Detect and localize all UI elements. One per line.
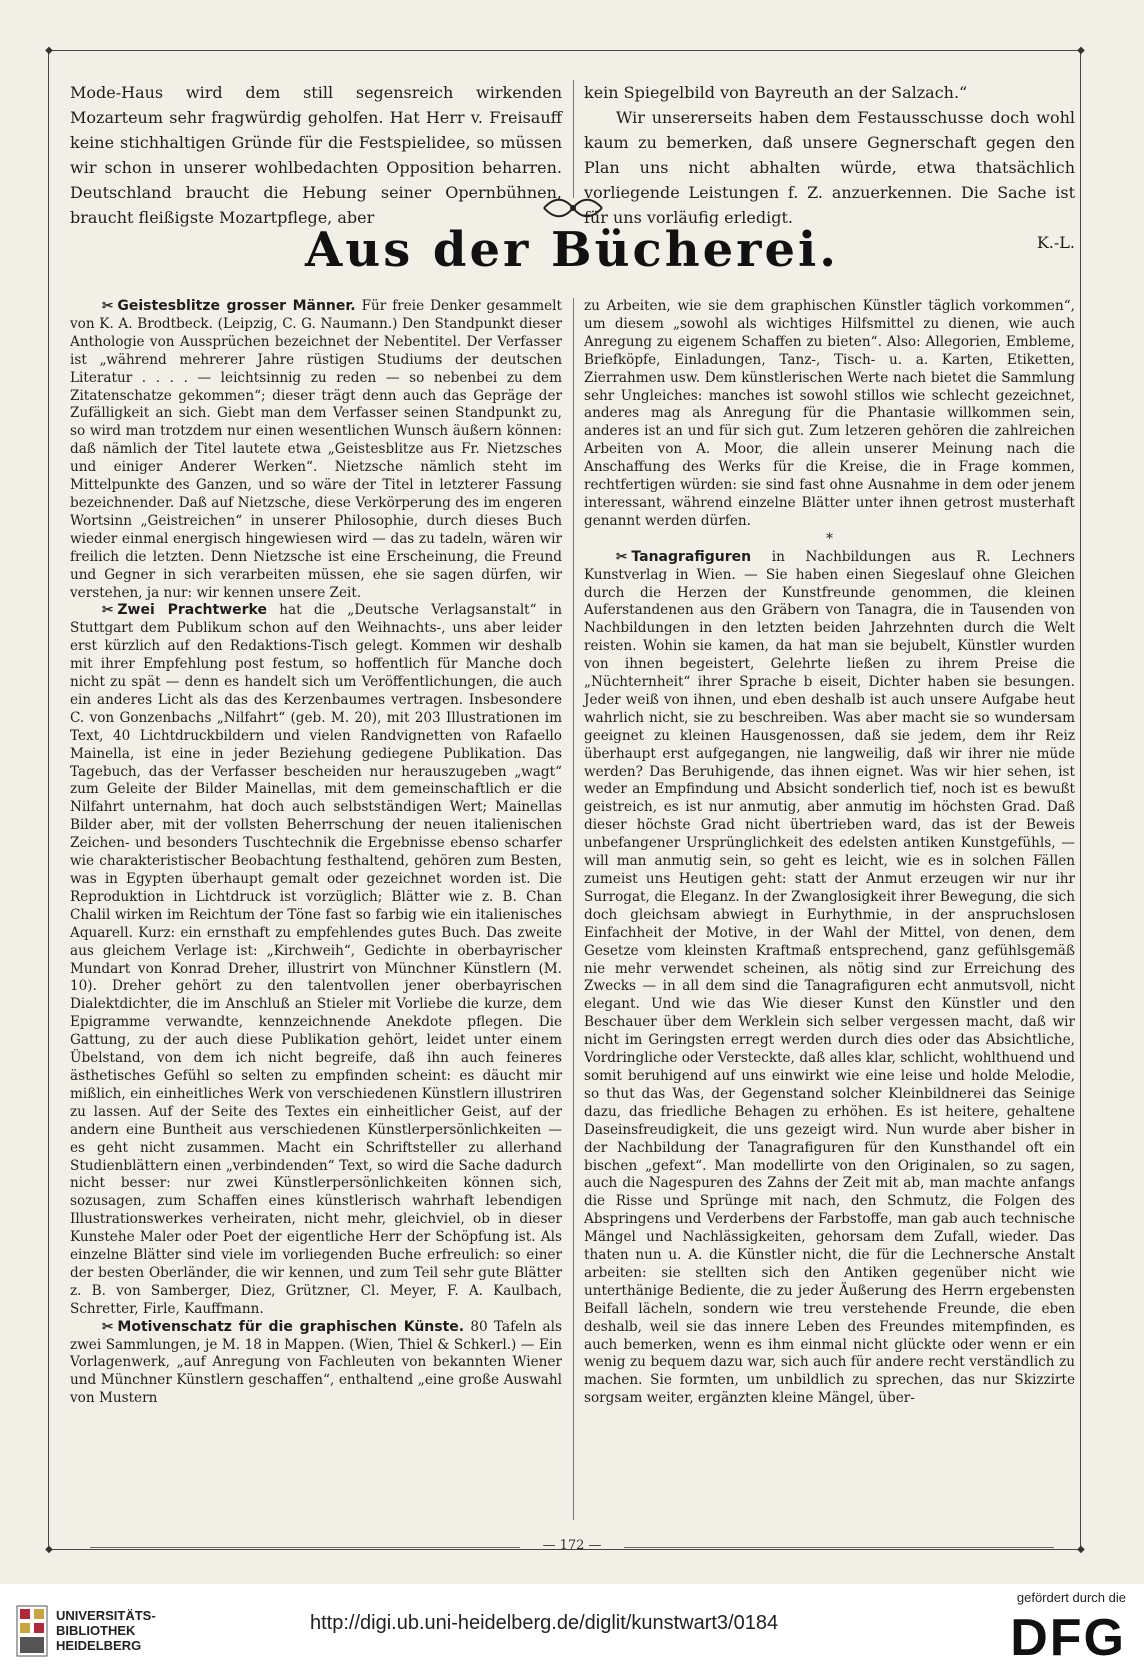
source-url[interactable]: http://digi.ub.uni-heidelberg.de/diglit/kunstwart3/0184: [310, 1612, 779, 1634]
folio-rule: [624, 1547, 1054, 1548]
entry-text: Für freie Denker gesammelt von K. A. Brodtbeck. (Leipzig, C. G. Naumann.) Den Standpunkt dieser Anthologie von Aussprüchen bezeichnet der Nebentitel. Der Verfasser ist „während mehrerer Jahre rüstigen Studiums der deutschen Literatur . . . . — leichtsinnig zu reden — so nebenbei zu dem Zitatenschatze gekommen“; dieser trägt denn auch das Gepräge der Zufälligkeit an sich. Giebt man dem Verfasser seinen Standpunkt zu, so wird man trotzdem nur einen wesentlichen Wunsch äußern können: daß nämlich der Titel lautete etwa „Geistesblitze aus Fr. Nietzsches und einiger Anderer Werken“. Nietzsche nämlich steht im Mittelpunkte des Ganzen, und so wäre der Titel in letzterer Fassung bezeichnender. Daß auf Nietzsche, diese Verkörperung des im engeren Wortsinn „Geistreichen“ in unserer Philosophie, durch dieses Buch wieder einmal energisch hingewiesen wird — das zu tadeln, wären wir freilich die letzten. Denn Nietzsche ist eine Erscheinung, die Freund und Gegner in sich verarbeiten müssen, ehe sie sagen dürfen, wir verstehen, ja nur: wir kennen unsere Zeit.: [70, 298, 562, 601]
paragraph: Mode-Haus wird dem still segensreich wirkenden Mozarteum sehr fragwürdig geholfen. Hat Herr v. Freisauff keine stichhaltigen Gründe für die Festspielidee, so müssen wir schon in unserer wohlbedachten Opposition beharren. Deutschland braucht die Hebung seiner Opernbühnen, braucht fleißigste Mozartpflege, aber: [70, 83, 562, 227]
university-seal-icon: [16, 1605, 48, 1657]
dfg-logo: DFG: [1010, 1609, 1126, 1667]
entry-title: Geistesblitze grosser Männer.: [117, 298, 356, 314]
review-entry: [70, 1319, 562, 1409]
review-entry: [70, 602, 562, 1318]
corner-ornament-icon: ◆: [1077, 1544, 1085, 1555]
column-divider: [573, 80, 574, 198]
entry-title: Motivenschatz für die graphischen Künste.: [117, 1318, 465, 1335]
review-entry: [70, 298, 562, 602]
corner-ornament-icon: ◆: [45, 1544, 53, 1555]
scroll-ornament-icon: [540, 195, 606, 221]
entry-title: Tanagrafiguren: [631, 548, 752, 565]
paragraph: kein Spiegelbild von Bayreuth an der Salzach.“: [584, 83, 968, 102]
university-line: HEIDELBERG: [56, 1638, 142, 1653]
entry-marker-icon: ✂: [102, 602, 114, 619]
funding-caption: gefördert durch die: [1016, 1590, 1126, 1605]
entry-text: 80 Tafeln als zwei Sammlungen, je M. 18 in Mappen. (Wien, Thiel & Schkerl.) — Ein Vorlagenwerk, „auf Anregung von Fachleuten von bekannten Wiener und Münchner Künstlern geschaffen“, enthaltend „eine große Auswahl von Mustern: [70, 1318, 562, 1407]
column-divider: [573, 298, 574, 1520]
entry-marker-icon: ✂: [102, 1318, 114, 1335]
entry-title: Zwei Prachtwerke: [117, 602, 267, 619]
university-name: [56, 1608, 156, 1653]
corner-ornament-icon: ◆: [1077, 45, 1085, 56]
entry-marker-icon: ✂: [616, 548, 628, 565]
corner-ornament-icon: ◆: [45, 45, 53, 56]
signature: K.-L.: [1036, 233, 1075, 252]
entry-marker-icon: ✂: [102, 298, 114, 314]
entry-text: in Nachbildungen aus R. Lechners Kunstverlag in Wien. — Sie haben einen Siegeslauf ohne Gleichen durch die Herzen der Kunstfreunde genommen, die kleinen Auferstandenen aus den Gräbern von Tanagra, die in Tausenden von Nachbildungen in den letzten beiden Jahrzehnten durch die Welt reisten. Wohin sie kamen, da hat man sie bejubelt, Künstler wurden von ihnen begeistert, Gelehrte ließen zu ihrem Preise die „Nüchternheit“ ihrer Sprache b eiseit, Dichter haben sie besungen. Jeder weiß von ihnen, und eben deshalb ist auch unsere Aufgabe heut wahrlich nicht, sie zu beschreiben. Was aber macht sie so wundersam geeignet zu kleinen Hausgenossen, daß sie jedem, dem ihr Reiz überhaupt erst aufgegangen, nie langweilig, daß wir ihrer nie müde werden? Das Beruhigende, das ihnen eignet. Was wir hier sehen, ist weder an Empfindung und Absicht sonderlich tief, noch ist es bewußt geistreich, es ist nur anmutig, aber anmutig im höchsten Grad. Daß dieser höchste Grad nicht übertrieben ward, das ist der Beweis unbefangener Ursprünglichkeit des edelsten antiken Kunstgefühls, — will man anmutig sein, so geht es leicht, wie es in solchen Fällen zumeist uns Heutigen geht: statt der Anmut erzeugen wir nur ihr Surrogat, die Eleganz. In der Zwanglosigkeit ihrer Bewegung, die sich doch gleichsam abwiegt in Eurhythmie, in der anspruchslosen Einfachheit der Motive, in der Wahl der Mittel, von denen, dem Gesetze vom kleinsten Kraftmaß entsprechend, ganz gefühlsgemäß nie mehr verwendet scheinen, als nötig sind zur Erreichung des Zwecks — in all dem sind die Tanagrafiguren echt anmutsvoll, nicht elegant. Und wie das Wie dieser Kunst den Künstler und den Beschauer über dem Werklein sich selber vergessen macht, daß wir nicht im Geringsten erregt werden durch dies oder das Absichtliche, Vordringliche oder Versteckte, daß alles klar, schlicht, wohlthuend und somit beruhigend auf uns einwirkt wie eine leise und holde Melodie, so thut das Was, der Gegenstand solcher Kleinbildnerei das Seinige dazu, das friedliche Behagen zu erhöhen. Es ist heitere, gehaltene Daseinsfreudigkeit, die uns gezeigt wird. Nun wurde aber bisher in der Nachbildung der Tanagrafiguren für den Kunsthandel oft ein bischen „gefext“. Man modellirte von den Originalen, so zu sagen, auch die Nagespuren des Zahns der Zeit mit ab, man machte anfangs die Risse und Sprünge mit nach, den Schmutz, die Folgen des Abspringens und Verderbens der Farbstoffe, man gab auch technische Mängel und Nachlässigkeiten, gehorsam dem Zufall, wieder. Das thaten nun u. A. die Künstler nicht, die für die Lechnersche Anstalt arbeiten: sie stellten sich den Antiken gegenüber nicht wie unterthänige Bediente, die zu jeder Äußerung des Herrn ergebensten Beifall lächeln, sondern wie treu verstehende Freunde, die eben deshalb, weil sie das innere Leben des Freundes mitempfinden, es auch bemerken, wenn es ihm einmal nicht glückte oder wenn er ein wenig zu bequem dazu war, sich auch für andere recht verständlich zu machen. Sie formten, um unbildlich zu sprechen, das nur Skizzirte sorgsam weiter, ergänzten kleine Mängel, über-: [584, 548, 1075, 1407]
section-headline: Aus der Bücherei.: [305, 222, 839, 278]
university-line: BIBLIOTHEK: [56, 1623, 136, 1638]
page-number: — 172 —: [542, 1538, 602, 1553]
top-left-column: [70, 80, 562, 230]
separator: *: [826, 530, 833, 547]
main-left-column: [70, 298, 562, 1408]
paragraph: Wir unsererseits haben dem Festausschusse doch wohl kaum zu bemerken, daß unsere Gegnerschaft gegen den Plan uns nicht abhalten würde, etwa thatsächlich vorliegende Leistungen f. Z. anzuerkennen. Die Sache ist für uns vorläufig erledigt.: [584, 108, 1075, 227]
entry-continuation: zu Arbeiten, wie sie dem graphischen Künstler täglich vorkommen“, um diesem „sowohl als wichtiges Hilfsmittel zu dienen, wie auch Anregung zu eigenem Schaffen zu bieten“. Also: Allegorien, Embleme, Briefköpfe, Einladungen, Tanz-, Tisch- u. a. Karten, Etiketten, Zierrahmen usw. Dem künstlerischen Werte nach bietet die Sammlung sehr Ungleiches: manches ist sowohl stillos wie schlecht gezeichnet, anderes mag als Anregung für die Phantasie willkommen sein, anderes ist an und für sich gut. Zum letzeren gehören die zahlreichen Arbeiten von A. Moor, die allein unserer Meinung nach die Anschaffung des Werks für die Kreise, die in Frage kommen, rechtfertigen würden: sie sind fast ohne Ausnahme in dem oder jenem interessant, während einzelne Blätter unter ihnen getrost musterhaft genannt werden dürfen.: [584, 298, 1075, 529]
review-entry: [584, 549, 1075, 1409]
university-line: UNIVERSITÄTS-: [56, 1608, 156, 1623]
entry-text: hat die „Deutsche Verlagsanstalt“ in Stuttgart dem Publikum schon auf den Weihnachts-, uns aber leider erst kürzlich auf den Redaktions-Tisch gelegt. Kommen wir deshalb mit ihrer Empfehlung post festum, so hoffentlich für Manche doch nicht zu spät — denn es handelt sich um Veröffentlichungen, die auch ein anderes Licht als das des Kerzenbaumes vertragen. Insbesondere C. von Gonzenbachs „Nilfahrt“ (geb. M. 20), mit 203 Illustrationen im Text, 40 Lichtdruckbildern und vielen Randvignetten von Rafaello Mainella, ist eine in jeder Beziehung gediegene Publikation. Das Tagebuch, das der Verfasser bescheiden nur herauszugeben „wagt“ zum Geleite der Bilder Mainellas, mit dem gemeinschaftlich er die Nilfahrt unternahm, hat doch auch selbstständigen Wert; Mainellas Bilder aber, mit der vollsten Beherrschung der neuen italienischen Zeichen- und besonders Tuschtechnik die Ergebnisse ebenso scharfer wie charakteristischer Beobachtung festhaltend, gehören zum Besten, was in Egypten überhaupt gemalt oder gezeichnet worden ist. Die Reproduktion in Lichtdruck ist vorzüglich; Blätter wie z. B. Chan Chalil wirken im Reichtum der Töne fast so farbig wie ein italienisches Aquarell. Kurz: ein ernsthaft zu empfehlendes gutes Buch. Das zweite aus gleichem Verlage ist: „Kirchweih“, Gedichte in oberbayrischer Mundart von Konrad Dreher, illustrirt von Münchner Künstlern (M. 10). Dreher gehört zu den talentvollen jener oberbayrischen Dialektdichter, die im Anschluß an Stieler mit Vorliebe die kurze, dem Epigramme verwandte, kennzeichnende Anekdote pflegen. Die Gattung, zu der auch diese Publikation gehört, leidet unter einem Übelstand, von dem ich nicht begreife, daß ihn auch feineres ästhetisches Gefühl so selten zu empfinden scheint: es däucht mir mißlich, ein einheitliches Werk von verschiedenen Künstlern illustriren zu lassen. Auf der Seite des Textes ein einheitlicher Geist, auf der andern eine Buntheit aus verschiedenen Künstlerpersönlichkeiten — es geht nicht zusammen. Macht ein Schriftsteller zu allerhand Studienblättern einen „verbindenden“ Text, so wird die Sache dadurch nicht besser: nur zwei Künstlerpersönlichkeiten können sich, sozusagen, zum Schaffen eines künstlerisch wahrhaft lebendigen Illustrationswerkes verheiraten, nicht mehr, gleichviel, ob in dieser Kunstehe Maler oder Poet der eigentliche Herr der Schöpfung ist. Als einzelne Blätter sind viele im vorliegenden Buche erfreulich: so einer der besten Oberländer, die wir kennen, und zum Teil sehr gute Blätter z. B. von Samberger, Diez, Grützner, Cl. Meyer, F. A. Kaulbach, Schretter, Firle, Kauffmann.: [70, 602, 562, 1317]
main-right-column: [584, 298, 1075, 1408]
